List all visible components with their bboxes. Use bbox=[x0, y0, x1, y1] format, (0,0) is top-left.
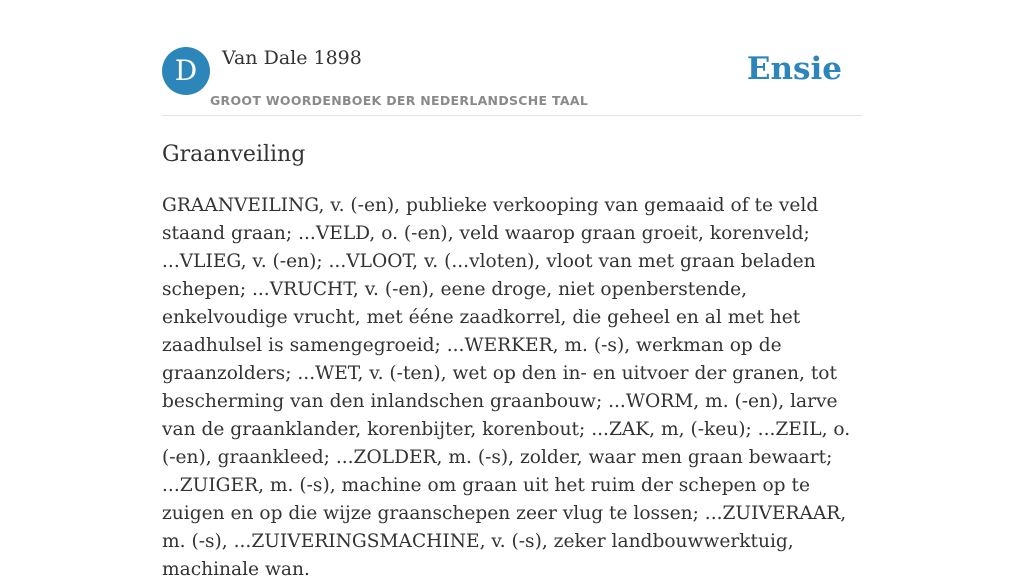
ensie-logo[interactable]: Ensie bbox=[746, 51, 842, 87]
source-title[interactable]: Van Dale 1898 bbox=[222, 47, 362, 69]
entry-title: Graanveiling bbox=[162, 142, 306, 167]
source-header bbox=[162, 0, 862, 116]
page bbox=[162, 0, 862, 580]
source-avatar[interactable]: D bbox=[162, 47, 210, 95]
source-subtitle: GROOT WOORDENBOEK DER NEDERLANDSCHE TAAL bbox=[210, 93, 589, 108]
entry-definition: GRAANVEILING, v. (-en), publieke verkooping van gemaaid of te veld staand graan; ...VELD, o. (-en), veld waarop graan groeit, korenveld; ...VLIEG, v. (-en); ...VLOOT, v. (...vloten), vloot van met graan beladen schepen; ...VRUCHT, v. (-en), eene droge, niet openberstende, enkelvoudige vrucht, met ééne zaadkorrel, die geheel en al met het zaadhulsel is samengegroeid; ...WERKER, m. (-s), werkman op de graanzolders; ...WET, v. (-ten), wet op den in- en uitvoer der granen, tot bescherming van den inlandschen graanbouw; ...WORM, m. (-en), larve van de graanklander, korenbijter, korenbout; ...ZAK, m, (-keu); ...ZEIL, o. (-en), graankleed; ...ZOLDER, m. (-s), zolder, waar men graan bewaart; ...ZUIGER, m. (-s), machine om graan uit het ruim der schepen op te zuigen en op die wijze graanschepen zeer vlug te lossen; ...ZUIVERAAR, m. (-s), ...ZUIVERINGSMACHINE, v. (-s), zeker landbouwwerktuig, machinale wan. bbox=[162, 195, 851, 580]
